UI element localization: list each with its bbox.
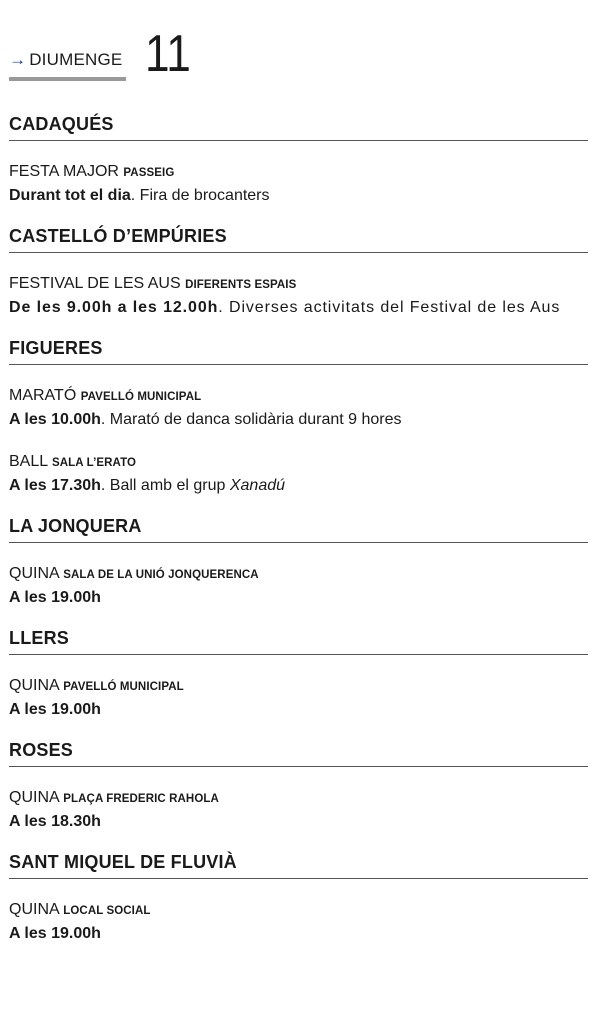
event-item — [9, 900, 588, 945]
event-description: . Ball amb el grup — [100, 477, 230, 494]
town-title: CADAQUÉS — [9, 113, 588, 141]
section-gap — [9, 497, 588, 515]
event-details — [9, 923, 588, 945]
event-time: A les 19.00h — [9, 701, 101, 718]
event-name: QUINA — [9, 901, 59, 918]
town-section — [9, 113, 588, 207]
event-time: A les 18.30h — [9, 813, 101, 830]
event-item — [9, 676, 588, 721]
town-title: LLERS — [9, 627, 588, 655]
section-gap — [9, 609, 588, 627]
town-title: LA JONQUERA — [9, 515, 588, 543]
event-item — [9, 564, 588, 609]
event-time: A les 19.00h — [9, 925, 101, 942]
event-item — [9, 788, 588, 833]
event-description: . Diverses activitats del Festival de les Aus — [218, 299, 561, 316]
town-section — [9, 739, 588, 833]
event-description-italic: Xanadú — [229, 477, 286, 494]
arrow-right-icon: → — [9, 50, 27, 69]
town-title: CASTELLÓ D’EMPÚRIES — [9, 225, 588, 253]
section-gap — [9, 319, 588, 337]
event-details — [9, 811, 588, 833]
event-venue: PASSEIG — [123, 167, 175, 179]
event-venue: DIFERENTS ESPAIS — [185, 279, 297, 291]
event-time: De les 9.00h a les 12.00h — [9, 299, 219, 316]
event-venue: SALA DE LA UNIÓ JONQUERENCA — [63, 569, 259, 581]
event-venue: SALA L’ERATO — [52, 457, 137, 469]
event-venue: PAVELLÓ MUNICIPAL — [80, 391, 202, 403]
event-header — [9, 386, 588, 407]
town-section — [9, 627, 588, 721]
day-underline-bar — [9, 77, 126, 81]
event-header — [9, 900, 588, 921]
event-details — [9, 475, 588, 497]
event-name: QUINA — [9, 565, 59, 582]
day-label-block — [9, 50, 122, 70]
event-name: QUINA — [9, 677, 59, 694]
event-time: A les 19.00h — [9, 589, 101, 606]
event-header — [9, 564, 588, 585]
event-item — [9, 162, 588, 207]
event-venue: LOCAL SOCIAL — [63, 905, 151, 917]
event-time: A les 17.30h — [9, 477, 101, 494]
event-item — [9, 452, 588, 497]
day-name: DIUMENGE — [29, 50, 123, 69]
event-header — [9, 788, 588, 809]
event-item — [9, 386, 588, 431]
event-item — [9, 274, 588, 319]
town-title: ROSES — [9, 739, 588, 767]
event-details — [9, 185, 588, 207]
day-number: 11 — [145, 25, 191, 83]
town-section — [9, 515, 588, 609]
event-details — [9, 587, 588, 609]
event-header — [9, 452, 588, 473]
section-gap — [9, 833, 588, 851]
event-details — [9, 297, 588, 319]
event-time: A les 10.00h — [9, 411, 101, 428]
event-details — [9, 699, 588, 721]
event-time: Durant tot el dia — [9, 187, 131, 204]
event-description: . Marató de danca solidària durant 9 hores — [100, 411, 402, 428]
section-gap — [9, 207, 588, 225]
event-name: QUINA — [9, 789, 59, 806]
town-title: SANT MIQUEL DE FLUVIÀ — [9, 851, 588, 879]
town-section — [9, 851, 588, 945]
event-description: . Fira de brocanters — [130, 187, 270, 204]
town-title: FIGUERES — [9, 337, 588, 365]
town-section — [9, 225, 588, 319]
event-header — [9, 676, 588, 697]
town-section — [9, 337, 588, 497]
event-venue: PLAÇA FREDERIC RAHOLA — [63, 793, 219, 805]
event-name: BALL — [9, 453, 48, 470]
event-name: FESTIVAL DE LES AUS — [9, 275, 181, 292]
section-gap — [9, 721, 588, 739]
day-header — [9, 25, 209, 86]
event-listing — [9, 113, 588, 945]
event-header — [9, 162, 588, 183]
event-header — [9, 274, 588, 295]
event-details — [9, 409, 588, 431]
event-name: MARATÓ — [9, 387, 77, 404]
day-label — [9, 50, 122, 69]
event-name: FESTA MAJOR — [9, 163, 119, 180]
event-venue: PAVELLÓ MUNICIPAL — [63, 681, 184, 693]
